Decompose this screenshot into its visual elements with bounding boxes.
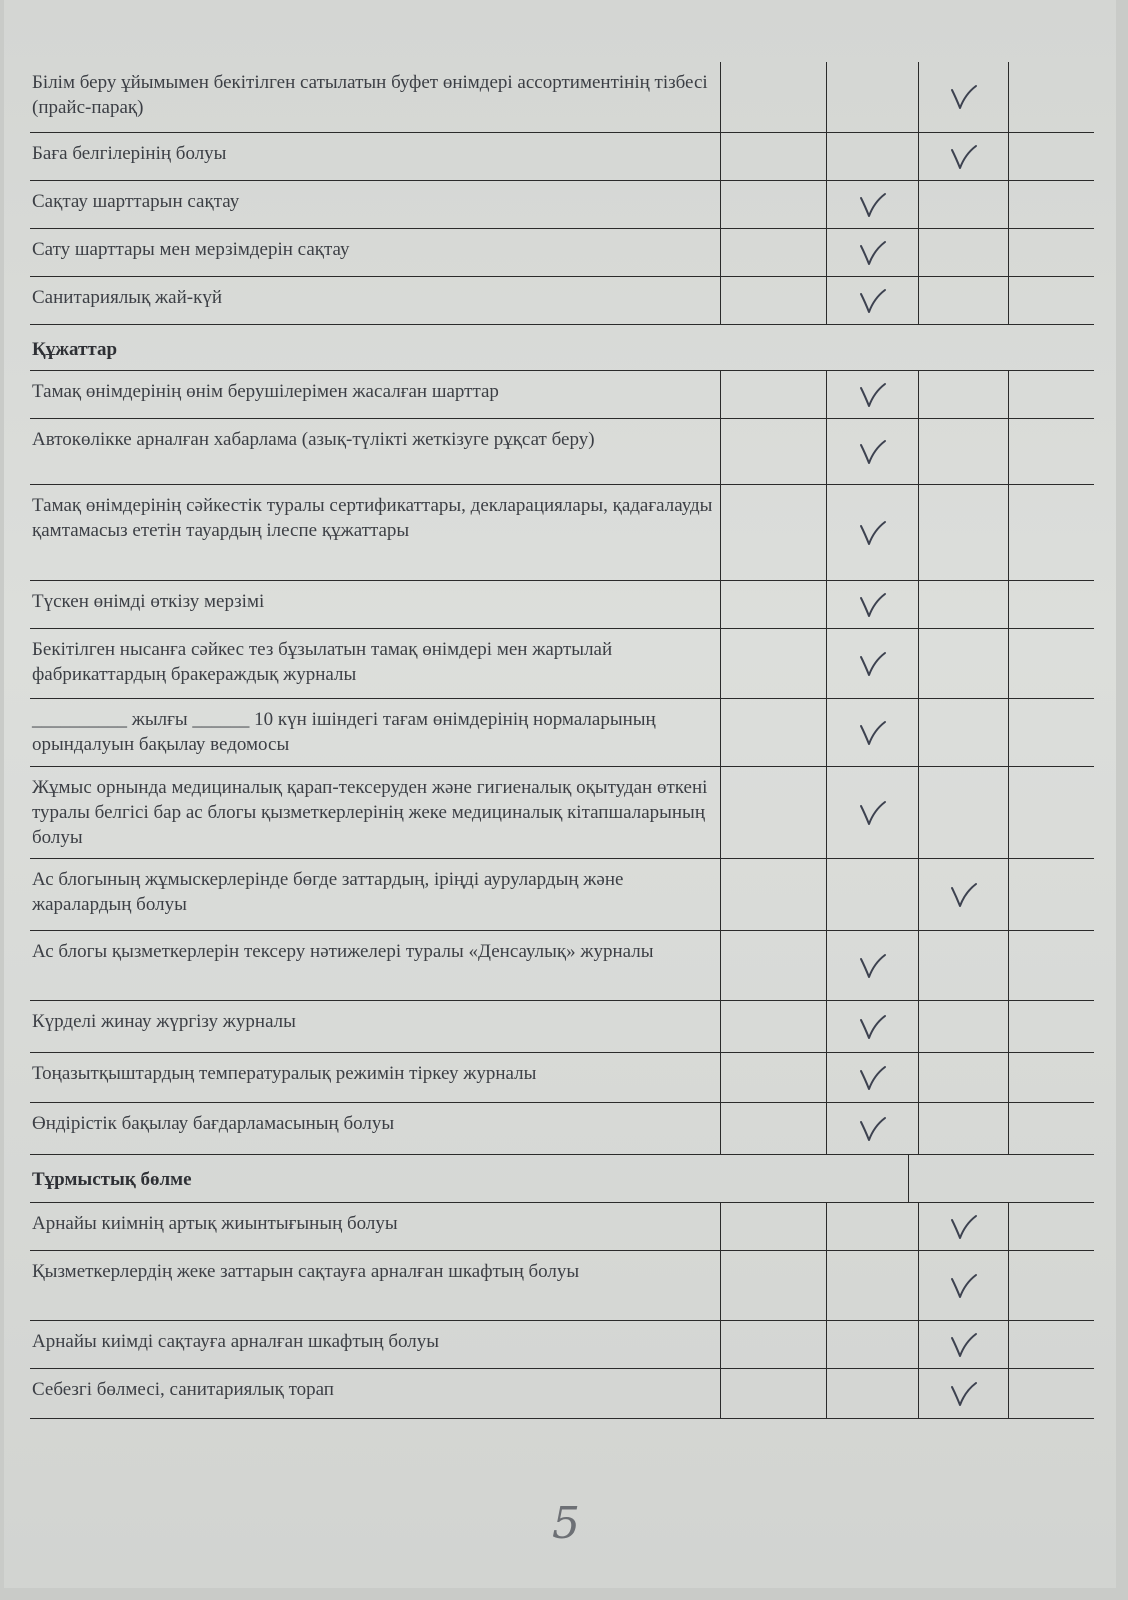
check-cell-3[interactable] xyxy=(918,62,1008,132)
check-cell-2[interactable] xyxy=(826,1203,918,1250)
item-label: Тамақ өнімдерінің өнім берушілерімен жасалған шарттар xyxy=(32,381,499,402)
table-row xyxy=(30,1368,1094,1418)
check-cell-1[interactable] xyxy=(720,629,826,698)
item-label: __________ жылғы ______ 10 күн ішіндегі тағам өнімдерінің нормаларының орындалуын бақылау ведомосы xyxy=(32,709,656,755)
check-cell-1[interactable] xyxy=(720,1053,826,1102)
item-label: Ас блогы қызметкерлерін тексеру нәтижелері туралы «Денсаулық» журналы xyxy=(32,941,654,962)
check-cell-2[interactable] xyxy=(826,371,918,418)
check-cell-1[interactable] xyxy=(720,767,826,858)
table-row xyxy=(30,1320,1094,1368)
paper-sheet xyxy=(4,0,1116,1588)
checkmark-icon xyxy=(950,1214,978,1240)
check-cell-3[interactable] xyxy=(918,277,1008,324)
check-cell-1[interactable] xyxy=(720,699,826,766)
section-row xyxy=(30,1154,1094,1202)
section-row xyxy=(30,324,1094,370)
item-label: Сату шарттары мен мерзімдерін сақтау xyxy=(32,239,350,260)
check-cell-3[interactable] xyxy=(918,133,1008,180)
table-row xyxy=(30,276,1094,324)
checkmark-icon xyxy=(859,382,887,408)
item-label: Арнайы киімнің артық жиынтығының болуы xyxy=(32,1213,398,1234)
checkmark-icon xyxy=(859,520,887,546)
table-row xyxy=(30,180,1094,228)
table-row xyxy=(30,62,1094,132)
item-label: Өндірістік бақылау бағдарламасының болуы xyxy=(32,1113,395,1134)
table-row xyxy=(30,132,1094,180)
checkmark-icon xyxy=(950,1381,978,1407)
checkmark-icon xyxy=(859,1116,887,1142)
table-row xyxy=(30,858,1094,930)
check-cell-1[interactable] xyxy=(720,133,826,180)
check-cell-2[interactable] xyxy=(826,1053,918,1102)
check-cell-1[interactable] xyxy=(720,1103,826,1154)
checkmark-icon xyxy=(859,240,887,266)
check-cell-4[interactable] xyxy=(1008,1369,1094,1418)
check-cell-1[interactable] xyxy=(720,419,826,484)
check-cell-2[interactable] xyxy=(826,181,918,228)
check-cell-3[interactable] xyxy=(918,581,1008,628)
check-cell-2[interactable] xyxy=(826,1321,918,1368)
check-cell-2[interactable] xyxy=(826,62,918,132)
check-cell-4[interactable] xyxy=(1008,859,1094,930)
check-cell-2[interactable] xyxy=(826,699,918,766)
check-cell-3[interactable] xyxy=(918,1369,1008,1418)
check-cell-3[interactable] xyxy=(918,1203,1008,1250)
item-label: Күрделі жинау жүргізу журналы xyxy=(32,1011,296,1032)
check-cell-4[interactable] xyxy=(1008,485,1094,580)
check-cell-2[interactable] xyxy=(826,1251,918,1320)
empty-cell xyxy=(908,1155,1094,1202)
checkmark-icon xyxy=(859,192,887,218)
check-cell-4[interactable] xyxy=(1008,181,1094,228)
item-label: Себезгі бөлмесі, санитариялық торап xyxy=(32,1379,334,1400)
checkmark-icon xyxy=(859,720,887,746)
item-label: Автокөлікке арналған хабарлама (азық-түлікті жеткізуге рұқсат беру) xyxy=(32,429,595,450)
check-cell-4[interactable] xyxy=(1008,581,1094,628)
table-row xyxy=(30,766,1094,858)
check-cell-3[interactable] xyxy=(918,1103,1008,1154)
check-cell-3[interactable] xyxy=(918,1321,1008,1368)
check-cell-3[interactable] xyxy=(918,629,1008,698)
check-cell-1[interactable] xyxy=(720,1001,826,1052)
table-row xyxy=(30,1000,1094,1052)
check-cell-4[interactable] xyxy=(1008,419,1094,484)
table-row xyxy=(30,228,1094,276)
checkmark-icon xyxy=(859,288,887,314)
item-label: Қызметкерлердің жеке заттарын сақтауға арналған шкафтың болуы xyxy=(32,1261,580,1282)
checkmark-icon xyxy=(859,1065,887,1091)
check-cell-4[interactable] xyxy=(1008,629,1094,698)
table-row xyxy=(30,1052,1094,1102)
check-cell-4[interactable] xyxy=(1008,1103,1094,1154)
check-cell-1[interactable] xyxy=(720,371,826,418)
check-cell-2[interactable] xyxy=(826,277,918,324)
checkmark-icon xyxy=(859,953,887,979)
check-cell-4[interactable] xyxy=(1008,371,1094,418)
check-cell-4[interactable] xyxy=(1008,767,1094,858)
table-row xyxy=(30,698,1094,766)
item-label: Тамақ өнімдерінің сәйкестік туралы сертификаттары, декларациялары, қадағалауды қамтамасыз ететін тауардың ілеспе құжаттары xyxy=(32,495,713,541)
section-title: Құжаттар xyxy=(32,339,118,360)
check-cell-3[interactable] xyxy=(918,371,1008,418)
check-cell-1[interactable] xyxy=(720,1251,826,1320)
item-label: Ас блогының жұмыскерлерінде бөгде заттардың, іріңді аурулардың және жаралардың болуы xyxy=(32,869,624,915)
item-label: Жұмыс орнында медициналық қарап-тексеруден және гигиеналық оқытудан өткені туралы белгісі бар ас блогы қызметкерлерінің жеке медициналық кітапшаларының болуы xyxy=(32,777,708,848)
check-cell-1[interactable] xyxy=(720,859,826,930)
check-cell-1[interactable] xyxy=(720,62,826,132)
item-label: Баға белгілерінің болуы xyxy=(32,143,227,164)
item-label: Санитариялық жай-күй xyxy=(32,287,222,308)
check-cell-3[interactable] xyxy=(918,485,1008,580)
item-label: Арнайы киімді сақтауға арналған шкафтың болуы xyxy=(32,1331,440,1352)
check-cell-1[interactable] xyxy=(720,581,826,628)
check-cell-4[interactable] xyxy=(1008,62,1094,132)
check-cell-2[interactable] xyxy=(826,1103,918,1154)
check-cell-3[interactable] xyxy=(918,931,1008,1000)
check-cell-4[interactable] xyxy=(1008,1251,1094,1320)
table-row xyxy=(30,370,1094,418)
check-cell-3[interactable] xyxy=(918,419,1008,484)
table-row xyxy=(30,1102,1094,1154)
table-row xyxy=(30,1250,1094,1320)
check-cell-4[interactable] xyxy=(1008,1053,1094,1102)
check-cell-2[interactable] xyxy=(826,485,918,580)
check-cell-3[interactable] xyxy=(918,767,1008,858)
checkmark-icon xyxy=(950,1332,978,1358)
check-cell-1[interactable] xyxy=(720,229,826,276)
check-cell-1[interactable] xyxy=(720,1203,826,1250)
check-cell-2[interactable] xyxy=(826,629,918,698)
check-cell-2[interactable] xyxy=(826,133,918,180)
checkmark-icon xyxy=(950,84,978,110)
check-cell-4[interactable] xyxy=(1008,229,1094,276)
check-cell-2[interactable] xyxy=(826,1001,918,1052)
check-cell-2[interactable] xyxy=(826,931,918,1000)
check-cell-2[interactable] xyxy=(826,581,918,628)
check-cell-1[interactable] xyxy=(720,1321,826,1368)
checklist-table xyxy=(30,62,1094,1419)
item-label: Түскен өнімді өткізу мерзімі xyxy=(32,591,265,612)
check-cell-2[interactable] xyxy=(826,767,918,858)
check-cell-1[interactable] xyxy=(720,277,826,324)
check-cell-4[interactable] xyxy=(1008,133,1094,180)
page-number: 5 xyxy=(552,1498,580,1549)
check-cell-1[interactable] xyxy=(720,1369,826,1418)
check-cell-3[interactable] xyxy=(918,1001,1008,1052)
table-row xyxy=(30,1202,1094,1250)
checkmark-icon xyxy=(859,800,887,826)
check-cell-4[interactable] xyxy=(1008,1321,1094,1368)
check-cell-4[interactable] xyxy=(1008,931,1094,1000)
check-cell-3[interactable] xyxy=(918,859,1008,930)
check-cell-3[interactable] xyxy=(918,1053,1008,1102)
check-cell-4[interactable] xyxy=(1008,1203,1094,1250)
checkmark-icon xyxy=(950,882,978,908)
check-cell-3[interactable] xyxy=(918,181,1008,228)
checkmark-icon xyxy=(859,592,887,618)
check-cell-1[interactable] xyxy=(720,485,826,580)
table-row xyxy=(30,628,1094,698)
checkmark-icon xyxy=(859,651,887,677)
check-cell-2[interactable] xyxy=(826,229,918,276)
table-row xyxy=(30,580,1094,628)
checkmark-icon xyxy=(950,1273,978,1299)
table-row xyxy=(30,484,1094,580)
check-cell-1[interactable] xyxy=(720,931,826,1000)
item-label: Сақтау шарттарын сақтау xyxy=(32,191,240,212)
checkmark-icon xyxy=(859,1014,887,1040)
item-label: Бекітілген нысанға сәйкес тез бұзылатын тамақ өнімдері мен жартылай фабрикаттардың бракераждық журналы xyxy=(32,639,613,685)
item-label: Тоңазытқыштардың температуралық режимін тіркеу журналы xyxy=(32,1063,537,1084)
check-cell-3[interactable] xyxy=(918,229,1008,276)
check-cell-2[interactable] xyxy=(826,1369,918,1418)
checkmark-icon xyxy=(859,439,887,465)
check-cell-2[interactable] xyxy=(826,859,918,930)
check-cell-4[interactable] xyxy=(1008,277,1094,324)
table-row xyxy=(30,930,1094,1000)
check-cell-3[interactable] xyxy=(918,1251,1008,1320)
check-cell-4[interactable] xyxy=(1008,1001,1094,1052)
item-label: Білім беру ұйымымен бекітілген сатылатын буфет өнімдері ассортиментінің тізбесі (прайс-парақ) xyxy=(32,72,708,118)
check-cell-4[interactable] xyxy=(1008,699,1094,766)
check-cell-2[interactable] xyxy=(826,419,918,484)
section-title: Тұрмыстық бөлме xyxy=(32,1169,192,1190)
check-cell-1[interactable] xyxy=(720,181,826,228)
checkmark-icon xyxy=(950,144,978,170)
table-row xyxy=(30,418,1094,484)
check-cell-3[interactable] xyxy=(918,699,1008,766)
